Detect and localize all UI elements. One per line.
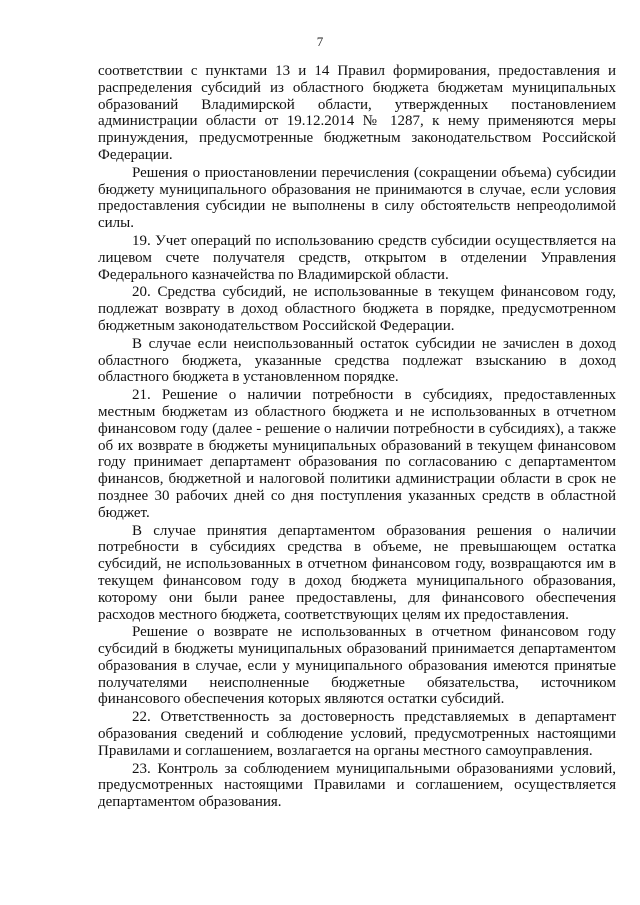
paragraph-23: 23. Контроль за соблюдением муниципальными образованиями условий, предусмотренных настоящими Правилами и соглашением, осуществляется департаментом образования. (98, 760, 616, 811)
paragraph-continuation: соответствии с пунктами 13 и 14 Правил формирования, предоставления и распределения субсидий из областного бюджета бюджетам муниципальных образований Владимирской области, утвержденных постановлением администрации области от 19.12.2014 № 1287, к нему применяются меры принуждения, предусмотренные бюджетным законодательством Российской Федерации. (98, 63, 616, 163)
document-body (98, 63, 616, 812)
paragraph-21-return: В случае принятия департаментом образования решения о наличии потребности в субсидиях средства в объеме, не превышающем остатка субсидий, не использованных в отчетном финансовом году, возвращаются им в текущем финансовом году в доход бюджета муниципального образования, которому они были ранее предоставлены, для финансового обеспечения расходов местного бюджета, соответствующих целям их предоставления. (98, 522, 616, 623)
paragraph-21: 21. Решение о наличии потребности в субсидиях, предоставленных местным бюджетам из областного бюджета и не использованных в отчетном финансовом году (далее - решение о наличии потребности в субсидиях), а также об их возврате в бюджеты муниципальных образований в текущем финансовом году принимает департамент образования по согласованию с департаментом финансов, бюджетной и налоговой политики администрации области в срок не позднее 30 рабочих дней со дня поступления указанных средств в областной бюджет. (98, 387, 616, 521)
page-number: 7 (316, 34, 324, 49)
paragraph-21-decision: Решение о возврате не использованных в отчетном финансовом году субсидий в бюджеты муниципальных образований принимается департаментом образования в случае, если у муниципального образования имеются принятые получателями неисполненные бюджетные обязательства, источником финансового обеспечения которых являются остатки субсидий. (98, 624, 616, 708)
paragraph-19: 19. Учет операций по использованию средств субсидии осуществляется на лицевом счете получателя средств, открытом в отделении Управления Федерального казначейства по Владимирской области. (98, 232, 616, 283)
paragraph-20-recovery: В случае если неиспользованный остаток субсидии не зачислен в доход областного бюджета, указанные средства подлежат взысканию в доход областного бюджета в установленном порядке. (98, 335, 616, 386)
paragraph-suspension-decisions: Решения о приостановлении перечисления (сокращении объема) субсидии бюджету муниципального образования не принимаются в случае, если условия предоставления субсидии не выполнены в силу обстоятельств непреодолимой силы. (98, 164, 616, 232)
paragraph-20: 20. Средства субсидий, не использованные в текущем финансовом году, подлежат возврату в доход областного бюджета в порядке, предусмотренном бюджетным законодательством Российской Федерации. (98, 284, 616, 334)
paragraph-22: 22. Ответственность за достоверность представляемых в департамент образования сведений и соблюдение условий, предусмотренных настоящими Правилами и соглашением, возлагается на органы местного самоуправления. (98, 709, 616, 759)
